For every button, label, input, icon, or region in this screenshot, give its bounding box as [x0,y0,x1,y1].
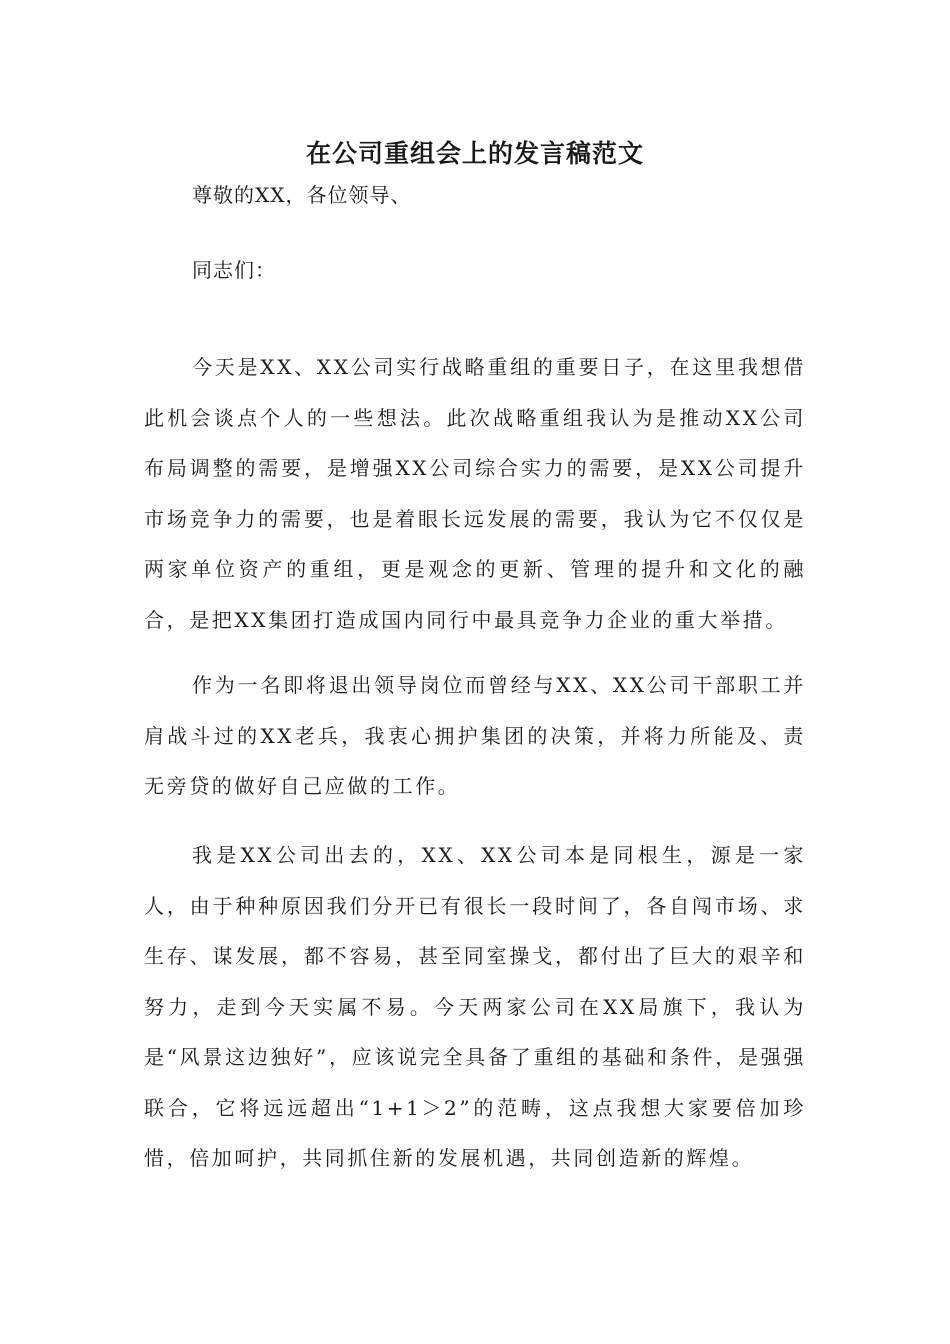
salutation-line-1: 尊敬的XX，各位领导、 [192,183,412,207]
paragraph-1: 今天是XX、XX公司实行战略重组的重要日子，在这里我想借此机会谈点个人的一些想法。此次战略重组我认为是推动XX公司布局调整的需要，是增强XX公司综合实力的需要，是XX公司提升市场竞争力的需要，也是着眼长远发展的需要，我认为它不仅仅是两家单位资产的重组，更是观念的更新、管理的提升和文化的融合，是把XX集团打造成国内同行中最具竞争力企业的重大举措。 [144,355,806,632]
salutation-line-2: 同志们： [192,258,276,282]
document-title: 在公司重组会上的发言稿范文 [305,139,644,168]
paragraph-3: 我是XX公司出去的，XX、XX公司本是同根生，源是一家人，由于种种原因我们分开已有很长一段时间了，各自闯市场、求生存、谋发展，都不容易，甚至同室操戈，都付出了巨大的艰辛和努力，走到今天实属不易。今天两家公司在XX局旗下，我认为是“风景这边独好”，应该说完全具备了重组的基础和条件，是强强联合，它将远远超出“1+1＞2”的范畴，这点我想大家要倍加珍惜，倍加呵护，共同抓住新的发展机遇，共同创造新的辉煌。 [144,843,806,1170]
paragraph-2: 作为一名即将退出领导岗位而曾经与XX、XX公司干部职工并肩战斗过的XX老兵，我衷心拥护集团的决策，并将力所能及、责无旁贷的做好自己应做的工作。 [144,673,806,798]
